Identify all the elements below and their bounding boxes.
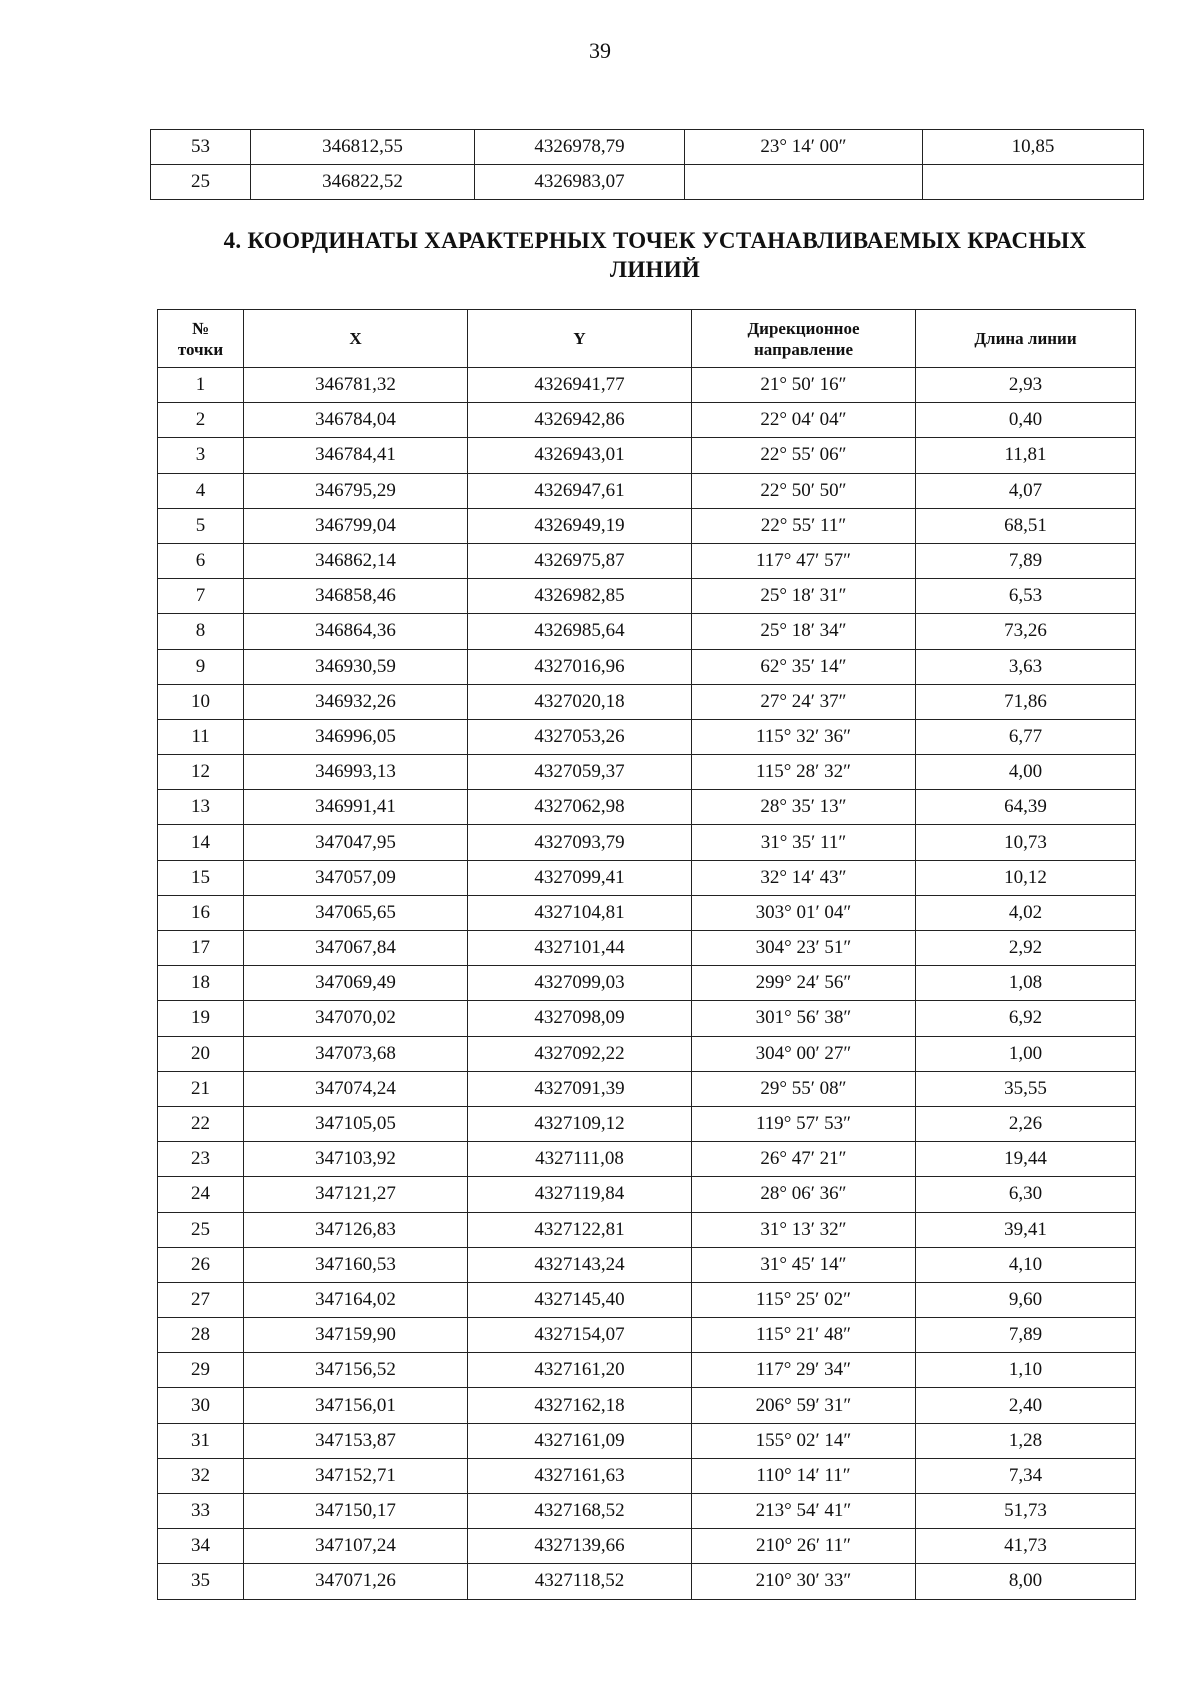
- length-cell: 68,51: [916, 508, 1136, 543]
- x-cell: 346932,26: [244, 684, 468, 719]
- length-cell: [923, 165, 1144, 200]
- y-cell: 4327118,52: [468, 1564, 692, 1599]
- direction-cell: 206° 59′ 31″: [692, 1388, 916, 1423]
- table-row: [158, 1529, 1136, 1564]
- header-point-number: [158, 310, 244, 368]
- y-cell: 4327059,37: [468, 755, 692, 790]
- point-number-cell: 25: [158, 1212, 244, 1247]
- table-row: [158, 1494, 1136, 1529]
- header-x: X: [244, 310, 468, 368]
- y-cell: 4327161,63: [468, 1458, 692, 1493]
- y-cell: 4327053,26: [468, 719, 692, 754]
- y-cell: 4327119,84: [468, 1177, 692, 1212]
- point-number-cell: 13: [158, 790, 244, 825]
- y-cell: 4326947,61: [468, 473, 692, 508]
- point-number-cell: 24: [158, 1177, 244, 1212]
- table-row: [158, 790, 1136, 825]
- y-cell: 4326978,79: [475, 130, 685, 165]
- x-cell: 347150,17: [244, 1494, 468, 1529]
- length-cell: 19,44: [916, 1142, 1136, 1177]
- x-cell: 346864,36: [244, 614, 468, 649]
- table-row: [158, 1423, 1136, 1458]
- x-cell: 346930,59: [244, 649, 468, 684]
- length-cell: 1,00: [916, 1036, 1136, 1071]
- direction-cell: 301° 56′ 38″: [692, 1001, 916, 1036]
- x-cell: 347153,87: [244, 1423, 468, 1458]
- length-cell: 2,26: [916, 1106, 1136, 1141]
- section-title: 4. КООРДИНАТЫ ХАРАКТЕРНЫХ ТОЧЕК УСТАНАВЛИВАЕМЫХ КРАСНЫХ ЛИНИЙ: [223, 228, 1087, 282]
- x-cell: 346784,41: [244, 438, 468, 473]
- x-cell: 347074,24: [244, 1071, 468, 1106]
- x-cell: 347160,53: [244, 1247, 468, 1282]
- y-cell: 4327145,40: [468, 1282, 692, 1317]
- y-cell: 4326942,86: [468, 403, 692, 438]
- length-cell: 4,10: [916, 1247, 1136, 1282]
- page-number: 39: [589, 38, 611, 63]
- y-cell: 4327111,08: [468, 1142, 692, 1177]
- header-direction-line1: Дирекционное: [747, 318, 860, 338]
- y-cell: 4327091,39: [468, 1071, 692, 1106]
- point-number-cell: 34: [158, 1529, 244, 1564]
- x-cell: 346993,13: [244, 755, 468, 790]
- x-cell: 346862,14: [244, 543, 468, 578]
- direction-cell: 21° 50′ 16″: [692, 368, 916, 403]
- direction-cell: 31° 45′ 14″: [692, 1247, 916, 1282]
- direction-cell: 28° 06′ 36″: [692, 1177, 916, 1212]
- direction-cell: 29° 55′ 08″: [692, 1071, 916, 1106]
- length-cell: 35,55: [916, 1071, 1136, 1106]
- length-cell: 6,53: [916, 579, 1136, 614]
- point-number-cell: 2: [158, 403, 244, 438]
- length-cell: 9,60: [916, 1282, 1136, 1317]
- length-cell: 7,34: [916, 1458, 1136, 1493]
- direction-cell: 22° 50′ 50″: [692, 473, 916, 508]
- coordinates-table-body: [158, 368, 1136, 1600]
- point-number-cell: 8: [158, 614, 244, 649]
- y-cell: 4326985,64: [468, 614, 692, 649]
- y-cell: 4326949,19: [468, 508, 692, 543]
- x-cell: 346858,46: [244, 579, 468, 614]
- direction-cell: 110° 14′ 11″: [692, 1458, 916, 1493]
- table-row: [158, 543, 1136, 578]
- x-cell: 347065,65: [244, 895, 468, 930]
- x-cell: 346795,29: [244, 473, 468, 508]
- y-cell: 4327099,03: [468, 966, 692, 1001]
- y-cell: 4327139,66: [468, 1529, 692, 1564]
- x-cell: 346822,52: [251, 165, 475, 200]
- table-row: [158, 860, 1136, 895]
- direction-cell: 303° 01′ 04″: [692, 895, 916, 930]
- direction-cell: 117° 47′ 57″: [692, 543, 916, 578]
- x-cell: 347159,90: [244, 1318, 468, 1353]
- table-row: [158, 1071, 1136, 1106]
- point-number-cell: 1: [158, 368, 244, 403]
- table-row: [158, 1247, 1136, 1282]
- x-cell: 346812,55: [251, 130, 475, 165]
- table-row: [158, 895, 1136, 930]
- table-row: [158, 1106, 1136, 1141]
- length-cell: 3,63: [916, 649, 1136, 684]
- x-cell: 347156,01: [244, 1388, 468, 1423]
- direction-cell: 25° 18′ 31″: [692, 579, 916, 614]
- table-row: [158, 1036, 1136, 1071]
- point-number-cell: 53: [151, 130, 251, 165]
- table-row: [158, 1353, 1136, 1388]
- y-cell: 4327098,09: [468, 1001, 692, 1036]
- direction-cell: 31° 35′ 11″: [692, 825, 916, 860]
- point-number-cell: 30: [158, 1388, 244, 1423]
- direction-cell: 26° 47′ 21″: [692, 1142, 916, 1177]
- direction-cell: 115° 32′ 36″: [692, 719, 916, 754]
- header-point-number-label: точки: [177, 339, 224, 359]
- y-cell: 4327093,79: [468, 825, 692, 860]
- direction-cell: 304° 23′ 51″: [692, 931, 916, 966]
- length-cell: 10,85: [923, 130, 1144, 165]
- direction-cell: 115° 28′ 32″: [692, 755, 916, 790]
- direction-cell: 32° 14′ 43″: [692, 860, 916, 895]
- table-row: [158, 966, 1136, 1001]
- point-number-cell: 19: [158, 1001, 244, 1036]
- y-cell: 4326983,07: [475, 165, 685, 200]
- point-number-cell: 17: [158, 931, 244, 966]
- point-number-cell: 3: [158, 438, 244, 473]
- length-cell: 10,12: [916, 860, 1136, 895]
- direction-cell: 22° 04′ 04″: [692, 403, 916, 438]
- y-cell: 4326975,87: [468, 543, 692, 578]
- table-row: [158, 1388, 1136, 1423]
- table-row: [151, 165, 1144, 200]
- table-row: [158, 508, 1136, 543]
- length-cell: 64,39: [916, 790, 1136, 825]
- length-cell: 6,77: [916, 719, 1136, 754]
- length-cell: 73,26: [916, 614, 1136, 649]
- direction-cell: 299° 24′ 56″: [692, 966, 916, 1001]
- coordinates-table: [157, 309, 1136, 1600]
- direction-cell: 27° 24′ 37″: [692, 684, 916, 719]
- length-cell: 39,41: [916, 1212, 1136, 1247]
- direction-cell: 22° 55′ 06″: [692, 438, 916, 473]
- point-number-cell: 12: [158, 755, 244, 790]
- point-number-cell: 29: [158, 1353, 244, 1388]
- point-number-cell: 5: [158, 508, 244, 543]
- point-number-cell: 33: [158, 1494, 244, 1529]
- header-row: [158, 310, 1136, 368]
- table-row: [151, 130, 1144, 165]
- length-cell: 1,08: [916, 966, 1136, 1001]
- x-cell: 347105,05: [244, 1106, 468, 1141]
- table-row: [158, 403, 1136, 438]
- point-number-cell: 6: [158, 543, 244, 578]
- length-cell: 6,30: [916, 1177, 1136, 1212]
- point-number-cell: 27: [158, 1282, 244, 1317]
- y-cell: 4327062,98: [468, 790, 692, 825]
- y-cell: 4327161,09: [468, 1423, 692, 1458]
- point-number-cell: 23: [158, 1142, 244, 1177]
- length-cell: 4,07: [916, 473, 1136, 508]
- header-length: Длина линии: [916, 310, 1136, 368]
- x-cell: 347047,95: [244, 825, 468, 860]
- point-number-cell: 25: [151, 165, 251, 200]
- x-cell: 347057,09: [244, 860, 468, 895]
- point-number-cell: 21: [158, 1071, 244, 1106]
- direction-cell: 210° 30′ 33″: [692, 1564, 916, 1599]
- length-cell: 0,40: [916, 403, 1136, 438]
- length-cell: 10,73: [916, 825, 1136, 860]
- point-number-cell: 26: [158, 1247, 244, 1282]
- header-y: Y: [468, 310, 692, 368]
- table-row: [158, 649, 1136, 684]
- length-cell: 1,28: [916, 1423, 1136, 1458]
- x-cell: 347073,68: [244, 1036, 468, 1071]
- length-cell: 4,02: [916, 895, 1136, 930]
- table-row: [158, 368, 1136, 403]
- table-row: [158, 1282, 1136, 1317]
- length-cell: 2,93: [916, 368, 1136, 403]
- header-direction: [692, 310, 916, 368]
- point-number-cell: 15: [158, 860, 244, 895]
- direction-cell: 117° 29′ 34″: [692, 1353, 916, 1388]
- direction-cell: 115° 21′ 48″: [692, 1318, 916, 1353]
- point-number-cell: 7: [158, 579, 244, 614]
- length-cell: 4,00: [916, 755, 1136, 790]
- x-cell: 346784,04: [244, 403, 468, 438]
- table-row: [158, 1458, 1136, 1493]
- direction-cell: 28° 35′ 13″: [692, 790, 916, 825]
- x-cell: 347107,24: [244, 1529, 468, 1564]
- x-cell: 346996,05: [244, 719, 468, 754]
- length-cell: 41,73: [916, 1529, 1136, 1564]
- table-row: [158, 1142, 1136, 1177]
- header-point-number-symbol: №: [191, 318, 210, 338]
- point-number-cell: 31: [158, 1423, 244, 1458]
- direction-cell: 115° 25′ 02″: [692, 1282, 916, 1317]
- direction-cell: 210° 26′ 11″: [692, 1529, 916, 1564]
- point-number-cell: 32: [158, 1458, 244, 1493]
- header-direction-line2: направление: [754, 339, 853, 359]
- table-row: [158, 825, 1136, 860]
- x-cell: 347070,02: [244, 1001, 468, 1036]
- point-number-cell: 14: [158, 825, 244, 860]
- table-row: [158, 1177, 1136, 1212]
- y-cell: 4327101,44: [468, 931, 692, 966]
- direction-cell: 213° 54′ 41″: [692, 1494, 916, 1529]
- y-cell: 4327016,96: [468, 649, 692, 684]
- direction-cell: 119° 57′ 53″: [692, 1106, 916, 1141]
- x-cell: 347067,84: [244, 931, 468, 966]
- table-row: [158, 755, 1136, 790]
- length-cell: 7,89: [916, 543, 1136, 578]
- point-number-cell: 35: [158, 1564, 244, 1599]
- table-row: [158, 931, 1136, 966]
- table-row: [158, 614, 1136, 649]
- direction-cell: 25° 18′ 34″: [692, 614, 916, 649]
- direction-cell: 304° 00′ 27″: [692, 1036, 916, 1071]
- length-cell: 7,89: [916, 1318, 1136, 1353]
- length-cell: 2,92: [916, 931, 1136, 966]
- x-cell: 347069,49: [244, 966, 468, 1001]
- x-cell: 346799,04: [244, 508, 468, 543]
- x-cell: 347071,26: [244, 1564, 468, 1599]
- length-cell: 51,73: [916, 1494, 1136, 1529]
- y-cell: 4327122,81: [468, 1212, 692, 1247]
- point-number-cell: 16: [158, 895, 244, 930]
- point-number-cell: 22: [158, 1106, 244, 1141]
- x-cell: 347156,52: [244, 1353, 468, 1388]
- table-row: [158, 473, 1136, 508]
- y-cell: 4327104,81: [468, 895, 692, 930]
- y-cell: 4326982,85: [468, 579, 692, 614]
- continuation-table-body: [151, 130, 1144, 200]
- x-cell: 347121,27: [244, 1177, 468, 1212]
- table-row: [158, 438, 1136, 473]
- length-cell: 6,92: [916, 1001, 1136, 1036]
- table-row: [158, 684, 1136, 719]
- table-row: [158, 1001, 1136, 1036]
- y-cell: 4327162,18: [468, 1388, 692, 1423]
- x-cell: 347126,83: [244, 1212, 468, 1247]
- point-number-cell: 28: [158, 1318, 244, 1353]
- y-cell: 4327154,07: [468, 1318, 692, 1353]
- y-cell: 4327168,52: [468, 1494, 692, 1529]
- table-row: [158, 1318, 1136, 1353]
- point-number-cell: 10: [158, 684, 244, 719]
- point-number-cell: 4: [158, 473, 244, 508]
- table-row: [158, 579, 1136, 614]
- y-cell: 4327143,24: [468, 1247, 692, 1282]
- point-number-cell: 18: [158, 966, 244, 1001]
- x-cell: 347164,02: [244, 1282, 468, 1317]
- y-cell: 4327020,18: [468, 684, 692, 719]
- direction-cell: 31° 13′ 32″: [692, 1212, 916, 1247]
- y-cell: 4327109,12: [468, 1106, 692, 1141]
- point-number-cell: 20: [158, 1036, 244, 1071]
- table-row: [158, 1212, 1136, 1247]
- table-row: [158, 1564, 1136, 1599]
- length-cell: 8,00: [916, 1564, 1136, 1599]
- length-cell: 2,40: [916, 1388, 1136, 1423]
- length-cell: 1,10: [916, 1353, 1136, 1388]
- point-number-cell: 9: [158, 649, 244, 684]
- direction-cell: 22° 55′ 11″: [692, 508, 916, 543]
- x-cell: 347152,71: [244, 1458, 468, 1493]
- y-cell: 4327161,20: [468, 1353, 692, 1388]
- y-cell: 4326941,77: [468, 368, 692, 403]
- direction-cell: 155° 02′ 14″: [692, 1423, 916, 1458]
- direction-cell: [685, 165, 923, 200]
- coordinates-table-header: [158, 310, 1136, 368]
- point-number-cell: 11: [158, 719, 244, 754]
- table-row: [158, 719, 1136, 754]
- length-cell: 11,81: [916, 438, 1136, 473]
- direction-cell: 23° 14′ 00″: [685, 130, 923, 165]
- y-cell: 4326943,01: [468, 438, 692, 473]
- y-cell: 4327092,22: [468, 1036, 692, 1071]
- x-cell: 346781,32: [244, 368, 468, 403]
- direction-cell: 62° 35′ 14″: [692, 649, 916, 684]
- continuation-table: [150, 129, 1144, 200]
- x-cell: 347103,92: [244, 1142, 468, 1177]
- x-cell: 346991,41: [244, 790, 468, 825]
- y-cell: 4327099,41: [468, 860, 692, 895]
- length-cell: 71,86: [916, 684, 1136, 719]
